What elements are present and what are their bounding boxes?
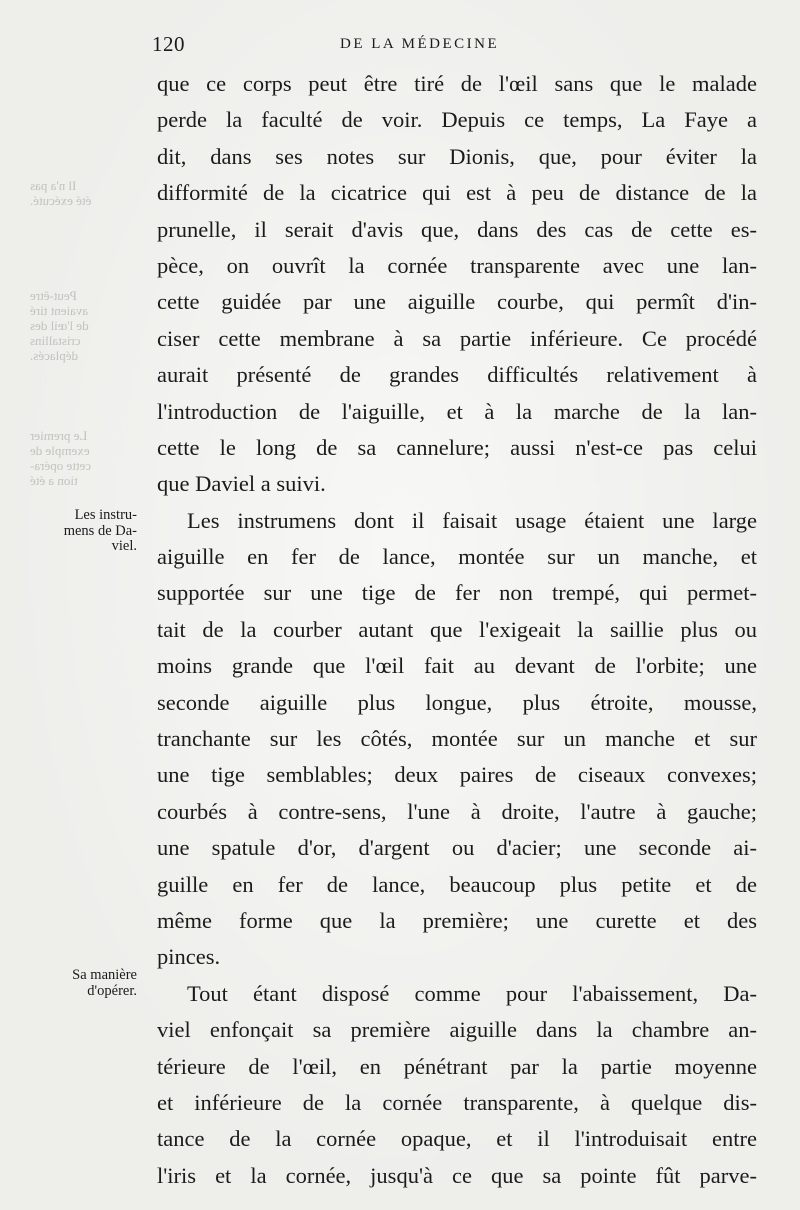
text-line: une spatule d'or, d'argent ou d'acier; une seconde ai- [157, 835, 757, 861]
text-line: perde la faculté de voir. Depuis ce temps, La Faye a [157, 107, 757, 133]
text-line: dit, dans ses notes sur Dionis, que, pour éviter la [157, 143, 757, 169]
page-number: 120 [152, 32, 185, 56]
text-line: prunelle, il serait d'avis que, dans des cas de cette es- [157, 216, 757, 242]
margin-note-line: Sa manière [72, 967, 137, 983]
show-through-line: exemple de [30, 443, 90, 458]
text-line: térieure de l'œil, en pénétrant par la partie moyenne [157, 1053, 757, 1079]
margin-note-instruments [40, 508, 137, 555]
text-line: viel enfonçait sa première aiguille dans la chambre an- [157, 1017, 757, 1043]
text-line: tance de la cornée opaque, et il l'introduisait entre [157, 1126, 757, 1152]
margin-note-operation [40, 968, 137, 999]
show-through-line: avaient tiré [30, 303, 89, 318]
text-line: aurait présenté de grandes difficultés relativement à [157, 362, 757, 388]
show-through-line: Le premier [30, 428, 88, 443]
text-line: une tige semblables; deux paires de ciseaux convexes; [157, 762, 757, 788]
text-line: moins grande que l'œil fait au devant de l'orbite; une [157, 653, 757, 679]
show-through-line: de l'œil des [30, 318, 89, 333]
text-line: Tout étant disposé comme pour l'abaissement, Da- [187, 980, 757, 1006]
margin-note-line: mens de Da- [63, 522, 137, 539]
text-line: aiguille en fer de lance, montée sur un manche, et [157, 544, 757, 570]
margin-note-line: d'opérer. [87, 982, 137, 999]
text-line: difformité de la cicatrice qui est à peu de distance de la [157, 180, 757, 206]
text-line: seconde aiguille plus longue, plus étroite, mousse, [157, 689, 757, 715]
paragraph-instruments [157, 503, 757, 976]
text-line: pinces. [157, 944, 221, 970]
text-line: courbés à contre-sens, l'une à droite, l'autre à gauche; [157, 798, 757, 824]
show-through-note [30, 178, 125, 208]
text-line: et inférieure de la cornée transparente, à quelque dis- [157, 1089, 757, 1115]
margin-note-line: viel. [111, 538, 137, 554]
show-through-line: Peut-être [30, 288, 77, 303]
text-line: que Daviel a suivi. [157, 471, 326, 497]
show-through-line: tion a été [30, 473, 78, 488]
text-line: pèce, on ouvrît la cornée transparente avec une lan- [157, 252, 757, 278]
text-line: cette le long de sa cannelure; aussi n'est-ce pas celui [157, 434, 757, 460]
text-line: que ce corps peut être tiré de l'œil sans que le malade [157, 71, 757, 96]
paragraph-operation [157, 976, 757, 1194]
text-line: ciser cette membrane à sa partie inférieure. Ce procédé [157, 325, 757, 351]
text-line: tranchante sur les côtés, montée sur un manche et sur [157, 726, 757, 752]
paragraph-continuation [157, 66, 757, 503]
text-line: l'introduction de l'aiguille, et à la marche de la lan- [157, 398, 757, 424]
margin-note-line: Les instru- [74, 507, 137, 523]
text-line: supportée sur une tige de fer non trempé, qui permet- [157, 580, 757, 606]
running-title: DE LA MÉDECINE [340, 36, 500, 52]
show-through-note [30, 288, 125, 363]
text-line: cette guidée par une aiguille courbe, qui permît d'in- [157, 289, 757, 315]
text-line: tait de la courber autant que l'exigeait la saillie plus ou [157, 616, 757, 642]
text-line: guille en fer de lance, beaucoup plus petite et de [157, 871, 757, 897]
show-through-note [30, 428, 125, 488]
show-through-line: cette opéra- [30, 458, 91, 473]
show-through-line: déplacés. [30, 348, 79, 363]
text-line: même forme que la première; une curette et des [157, 907, 757, 933]
body-text [157, 66, 757, 1194]
text-line: l'iris et la cornée, jusqu'à ce que sa pointe fût parve- [157, 1162, 757, 1188]
show-through-line: Il n'a pas [30, 178, 77, 193]
show-through-line: été exécuté. [30, 193, 92, 208]
show-through-line: cristallins [30, 333, 81, 348]
running-header [150, 32, 755, 54]
text-line: Les instrumens dont il faisait usage étaient une large [187, 507, 757, 533]
